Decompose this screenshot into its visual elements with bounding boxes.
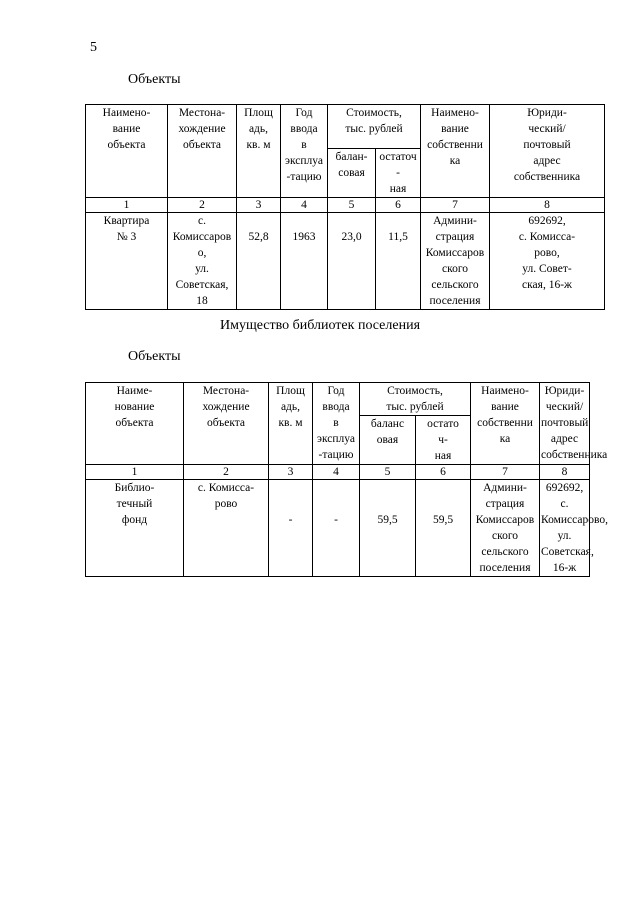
objects-table-2 xyxy=(85,382,608,577)
column-number: 1 xyxy=(86,465,184,480)
header-owner: Наимено- вание собственни ка xyxy=(471,383,540,465)
header-area: Площ адь, кв. м xyxy=(237,105,281,198)
header-year: Год ввода в эксплуа -тацию xyxy=(313,383,360,465)
cell-residual: 59,5 xyxy=(416,480,471,577)
column-number: 4 xyxy=(313,465,360,480)
cell-owner: Админи- страция Комиссаров ского сельского поселения xyxy=(471,480,540,577)
heading-objects: Объекты xyxy=(128,72,181,87)
header-cost: Стоимость, тыс. рублей xyxy=(328,105,421,149)
cell-residual: 11,5 xyxy=(376,213,421,310)
column-number: 2 xyxy=(184,465,269,480)
header-year: Год ввода в эксплуа -тацию xyxy=(281,105,328,198)
cell-area: - xyxy=(269,480,313,577)
header-location: Местона- хождение объекта xyxy=(184,383,269,465)
column-number: 6 xyxy=(376,198,421,213)
header-residual: остаточ - ная xyxy=(376,149,421,198)
column-number: 4 xyxy=(281,198,328,213)
heading-objects-2: Объекты xyxy=(128,349,181,364)
objects-table-1 xyxy=(85,104,605,310)
column-number: 7 xyxy=(421,198,490,213)
page-number: 5 xyxy=(90,40,97,55)
column-number: 1 xyxy=(86,198,168,213)
column-number: 7 xyxy=(471,465,540,480)
header-cost: Стоимость, тыс. рублей xyxy=(360,383,471,416)
cell-owner: Админи- страция Комиссаров ского сельского поселения xyxy=(421,213,490,310)
header-balance: балан- совая xyxy=(328,149,376,198)
header-balance: баланс овая xyxy=(360,416,416,465)
cell-area: 52,8 xyxy=(237,213,281,310)
header-name: Наимено- вание объекта xyxy=(86,105,168,198)
column-number: 3 xyxy=(269,465,313,480)
header-address: Юриди- ческий/ почтовый адрес собственника xyxy=(540,383,590,465)
header-residual: остато ч- ная xyxy=(416,416,471,465)
header-owner: Наимено- вание собственни ка xyxy=(421,105,490,198)
cell-name: Квартира № 3 xyxy=(86,213,168,310)
column-number: 5 xyxy=(328,198,376,213)
cell-balance: 59,5 xyxy=(360,480,416,577)
cell-address: 692692, с. Комиссарово, ул. Советская, 16-ж xyxy=(540,480,590,577)
cell-year: 1963 xyxy=(281,213,328,310)
table-row xyxy=(86,213,605,310)
cell-location: с. Комиссаров о, ул. Советская, 18 xyxy=(168,213,237,310)
column-number: 8 xyxy=(490,198,605,213)
cell-year: - xyxy=(313,480,360,577)
column-number: 3 xyxy=(237,198,281,213)
cell-name: Библио- течный фонд xyxy=(86,480,184,577)
header-location: Местона- хождение объекта xyxy=(168,105,237,198)
cell-address: 692692, с. Комисса- рово, ул. Совет- ская, 16-ж xyxy=(490,213,605,310)
header-address: Юриди- ческий/ почтовый адрес собственника xyxy=(490,105,605,198)
column-number: 6 xyxy=(416,465,471,480)
column-number: 2 xyxy=(168,198,237,213)
column-number: 8 xyxy=(540,465,590,480)
section-title-library: Имущество библиотек поселения xyxy=(219,318,421,333)
header-name: Наиме- нование объекта xyxy=(86,383,184,465)
cell-balance: 23,0 xyxy=(328,213,376,310)
column-number: 5 xyxy=(360,465,416,480)
cell-location: с. Комисса- рово xyxy=(184,480,269,577)
table-row xyxy=(86,480,590,577)
header-area: Площ адь, кв. м xyxy=(269,383,313,465)
